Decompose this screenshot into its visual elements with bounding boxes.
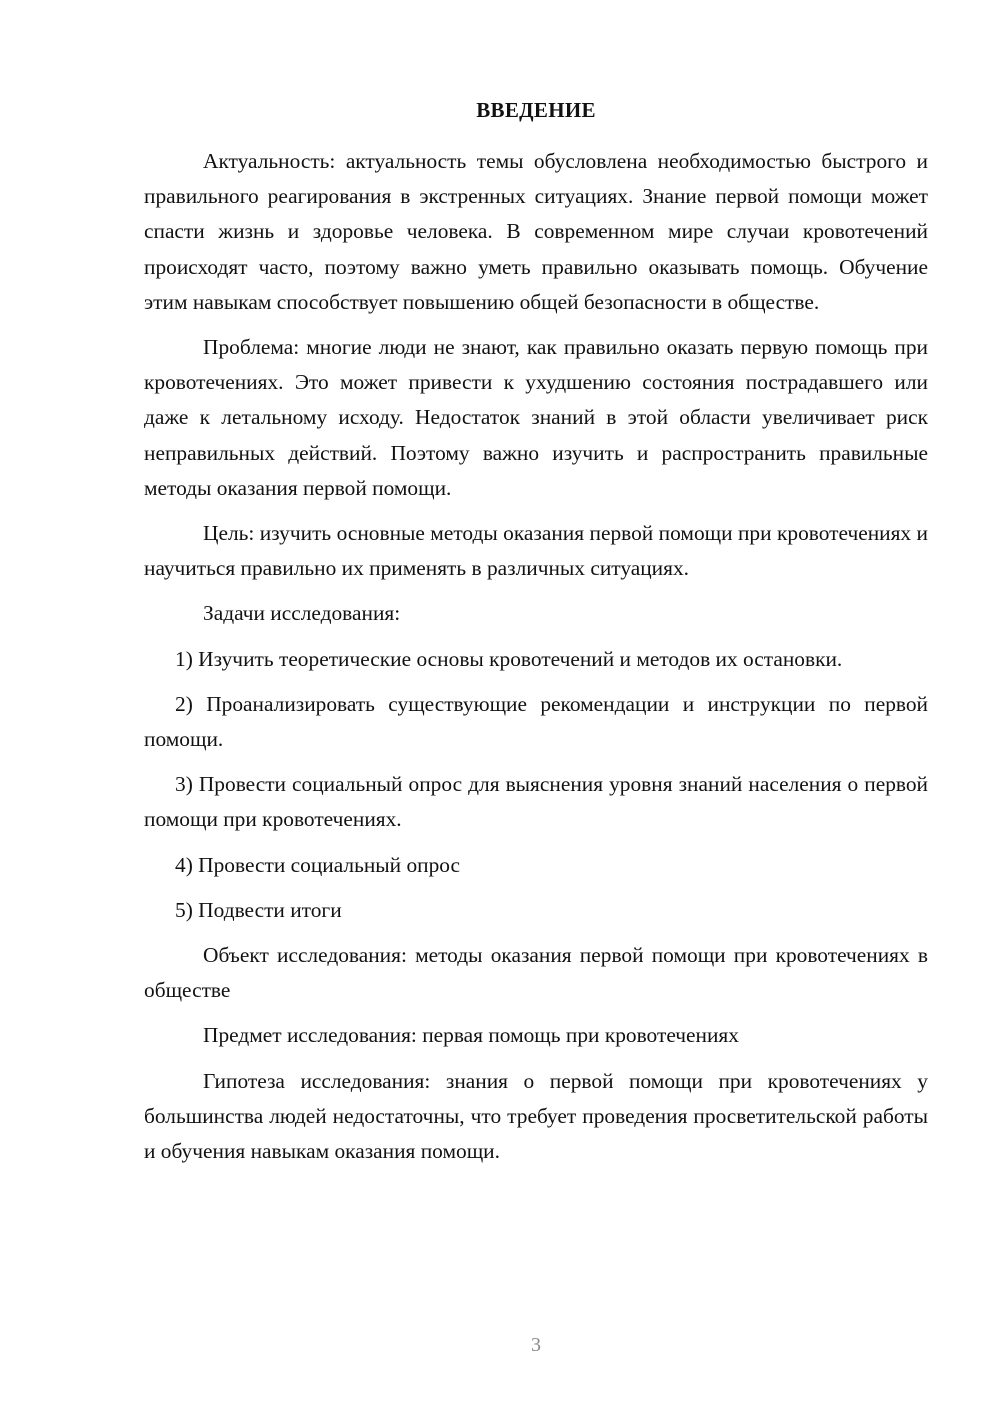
object-paragraph: Объект исследования: методы оказания первой помощи при кровотечениях в обществе	[144, 943, 928, 1003]
goal-paragraph: Цель: изучить основные методы оказания первой помощи при кровотечениях и научиться правильно их применять в различных ситуациях.	[144, 521, 928, 581]
page-number: 3	[531, 1334, 541, 1356]
document-page	[144, 92, 928, 1179]
relevance-paragraph: Актуальность: актуальность темы обусловлена необходимостью быстрого и правильного реагирования в экстренных ситуациях. Знание первой помощи может спасти жизнь и здоровье человека. В современном мире случаи кровотечений происходят часто, поэтому важно уметь правильно оказывать помощь. Обучение этим навыкам способствует повышению общей безопасности в обществе.	[144, 149, 928, 314]
task-item-3: 3) Провести социальный опрос для выяснения уровня знаний населения о первой помощи при кровотечениях.	[144, 772, 928, 832]
subject-paragraph: Предмет исследования: первая помощь при кровотечениях	[203, 1023, 739, 1048]
problem-paragraph: Проблема: многие люди не знают, как правильно оказать первую помощь при кровотечениях. Это может привести к ухудшению состояния пострадавшего или даже к летальному исходу. Недостаток знаний в этой области увеличивает риск неправильных действий. Поэтому важно изучить и распространить правильные методы оказания первой помощи.	[144, 335, 928, 500]
task-item-2: 2) Проанализировать существующие рекомендации и инструкции по первой помощи.	[144, 691, 928, 752]
task-item-1: 1) Изучить теоретические основы кровотечений и методов их остановки.	[175, 646, 843, 671]
hypothesis-paragraph: Гипотеза исследования: знания о первой помощи при кровотечениях у большинства людей недостаточны, что требует проведения просветительской работы и обучения навыкам оказания помощи.	[144, 1068, 928, 1164]
section-title: ВВЕДЕНИЕ	[476, 98, 596, 122]
tasks-heading: Задачи исследования:	[203, 601, 401, 626]
task-item-5: 5) Подвести итоги	[175, 897, 342, 922]
task-item-4: 4) Провести социальный опрос	[175, 852, 461, 877]
